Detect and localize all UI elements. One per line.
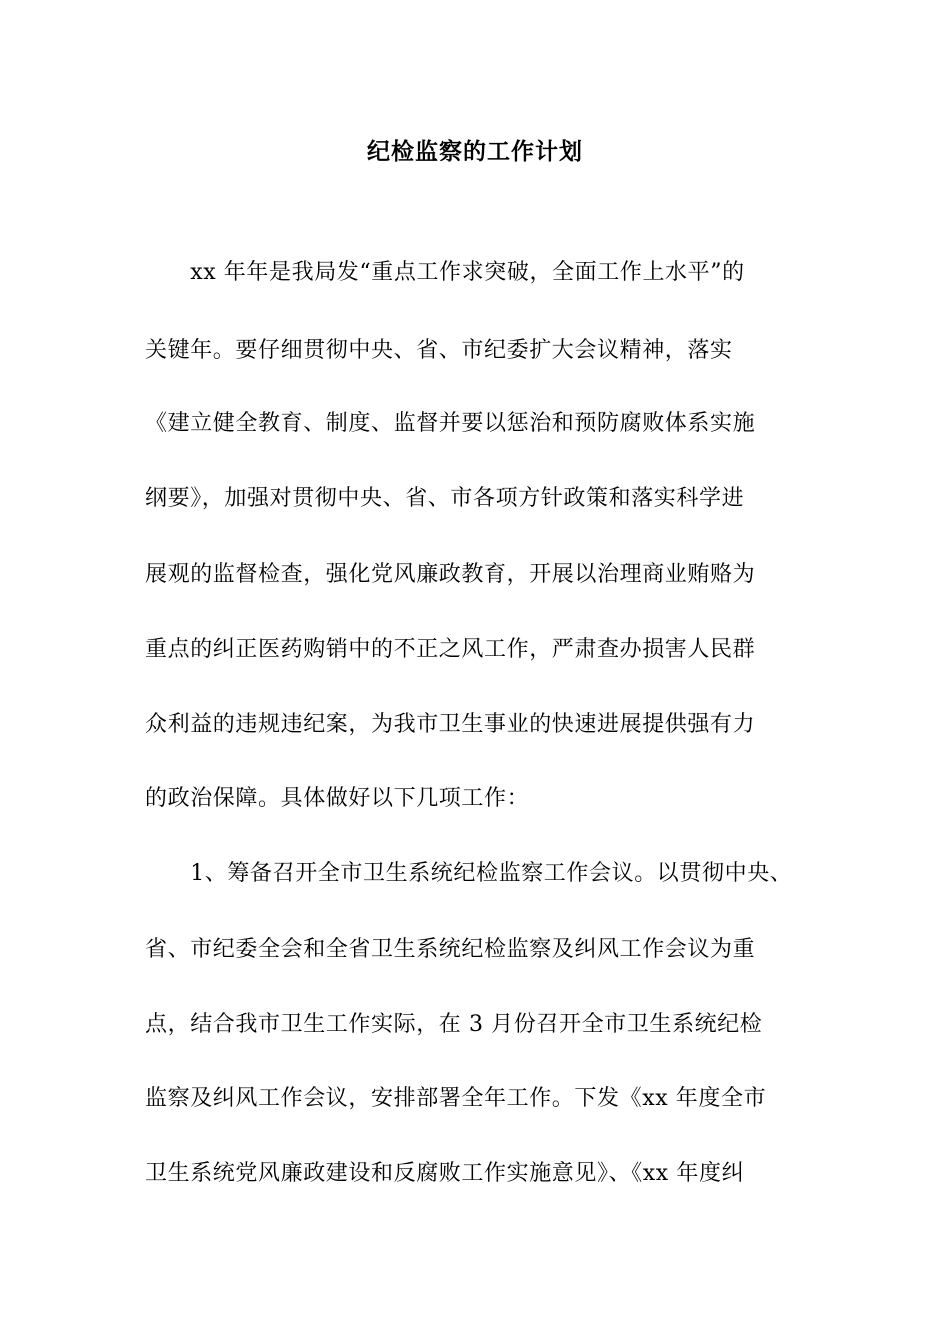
paragraph-line: 重点的纠正医药购销中的不正之风工作，严肃查办损害人民群 xyxy=(145,637,756,662)
paragraph-line: 省、市纪委全会和全省卫生系统纪检监察及纠风工作会议为重 xyxy=(145,937,756,962)
paragraph-line: 《建立健全教育、制度、监督并要以惩治和预防腐败体系实施 xyxy=(145,411,756,436)
paragraph-line: 点，结合我市卫生工作实际，在 3 月份召开全市卫生系统纪检 xyxy=(145,1012,763,1037)
paragraph-line: 纲要》，加强对贯彻中央、省、市各项方针政策和落实科学进 xyxy=(145,486,745,511)
paragraph-line: xx 年年是我局发“重点工作求突破，全面工作上水平”的 xyxy=(145,260,745,285)
paragraph-line: 关键年。要仔细贯彻中央、省、市纪委扩大会议精神，落实 xyxy=(145,338,733,363)
paragraph-line: 卫生系统党风廉政建设和反腐败工作实施意见》、《xx 年度纠 xyxy=(145,1161,745,1186)
paragraph-line: 众利益的违规违纪案，为我市卫生事业的快速进展提供强有力 xyxy=(145,712,756,737)
paragraph-line: 1、筹备召开全市卫生系统纪检监察工作会议。以贯彻中央、 xyxy=(145,861,793,886)
paragraph-line: 监察及纠风工作会议，安排部署全年工作。下发《xx 年度全市 xyxy=(145,1086,767,1111)
paragraph-line: 展观的监督检查，强化党风廉政教育，开展以治理商业贿赂为 xyxy=(145,562,756,587)
paragraph-line: 的政治保障。具体做好以下几项工作： xyxy=(145,786,530,811)
document-title: 纪检监察的工作计划 xyxy=(367,138,583,165)
